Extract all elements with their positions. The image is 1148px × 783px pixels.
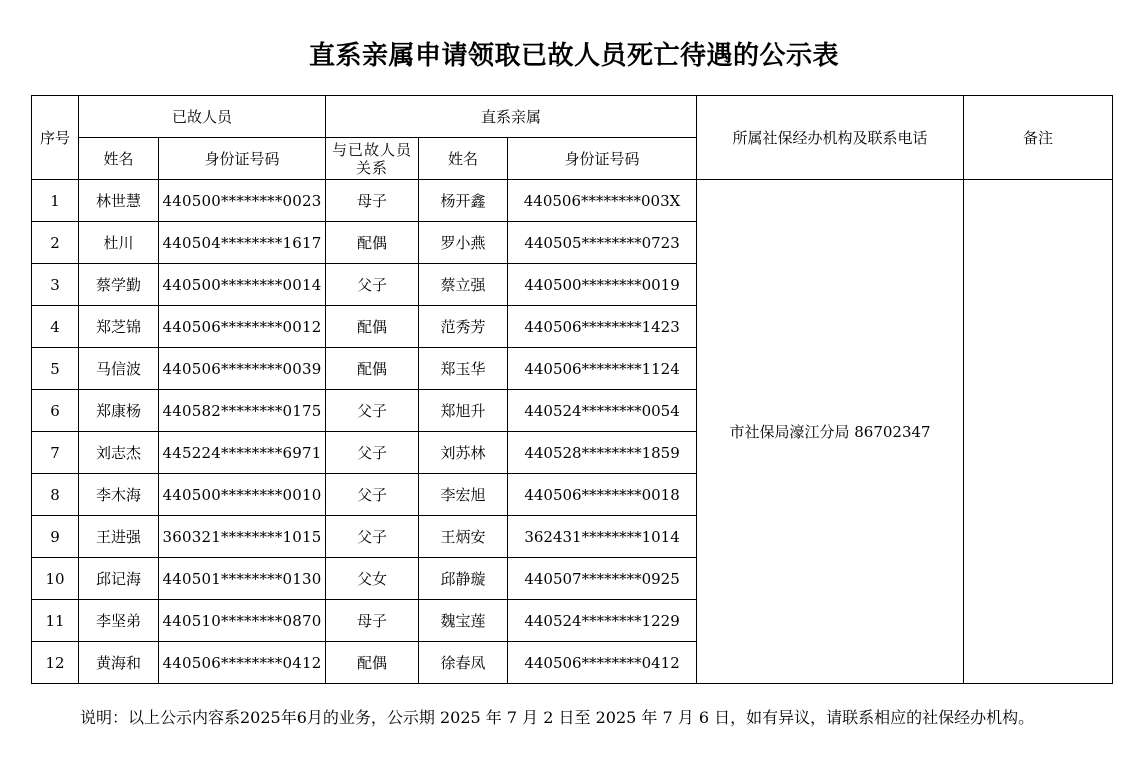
header-deceased-id: 身份证号码 <box>159 138 326 180</box>
row-deceased-id: 440504********1617 <box>159 222 326 264</box>
row-seq: 2 <box>32 222 79 264</box>
row-relative-id: 362431********1014 <box>508 516 697 558</box>
agency-cell: 市社保局濠江分局 86702347 <box>697 180 964 684</box>
row-relation: 父子 <box>326 474 419 516</box>
row-seq: 7 <box>32 432 79 474</box>
row-relation: 配偶 <box>326 642 419 684</box>
row-deceased-id: 445224********6971 <box>159 432 326 474</box>
row-deceased-name: 蔡学勤 <box>79 264 159 306</box>
row-relative-name: 徐春凤 <box>419 642 508 684</box>
row-deceased-name: 郑康杨 <box>79 390 159 432</box>
row-relative-id: 440506********0018 <box>508 474 697 516</box>
row-relation: 父子 <box>326 390 419 432</box>
row-relative-id: 440506********1124 <box>508 348 697 390</box>
row-seq: 8 <box>32 474 79 516</box>
row-deceased-id: 440500********0010 <box>159 474 326 516</box>
row-relative-id: 440506********0412 <box>508 642 697 684</box>
row-relation: 父女 <box>326 558 419 600</box>
row-deceased-id: 440500********0014 <box>159 264 326 306</box>
row-seq: 4 <box>32 306 79 348</box>
row-relative-name: 罗小燕 <box>419 222 508 264</box>
row-deceased-name: 李坚弟 <box>79 600 159 642</box>
row-seq: 10 <box>32 558 79 600</box>
row-deceased-id: 440506********0012 <box>159 306 326 348</box>
footnote: 说明：以上公示内容系2025年6月的业务，公示期 2025 年 7 月 2 日至 2025 年 7 月 6 日，如有异议，请联系相应的社保经办机构。 <box>80 708 1035 727</box>
row-relation: 父子 <box>326 516 419 558</box>
row-deceased-name: 马信波 <box>79 348 159 390</box>
row-relative-name: 李宏旭 <box>419 474 508 516</box>
header-relative-name: 姓名 <box>419 138 508 180</box>
row-seq: 9 <box>32 516 79 558</box>
row-deceased-name: 郑芝锦 <box>79 306 159 348</box>
row-deceased-id: 440510********0870 <box>159 600 326 642</box>
row-relative-name: 刘苏林 <box>419 432 508 474</box>
row-seq: 12 <box>32 642 79 684</box>
remark-cell <box>964 180 1113 684</box>
row-relation: 母子 <box>326 600 419 642</box>
row-seq: 1 <box>32 180 79 222</box>
header-deceased-name: 姓名 <box>79 138 159 180</box>
row-relative-name: 邱静璇 <box>419 558 508 600</box>
row-deceased-name: 王进强 <box>79 516 159 558</box>
header-relative-id: 身份证号码 <box>508 138 697 180</box>
row-relative-name: 王炳安 <box>419 516 508 558</box>
row-seq: 6 <box>32 390 79 432</box>
row-relative-id: 440507********0925 <box>508 558 697 600</box>
row-relation: 父子 <box>326 264 419 306</box>
row-relative-id: 440505********0723 <box>508 222 697 264</box>
row-deceased-name: 杜川 <box>79 222 159 264</box>
row-seq: 5 <box>32 348 79 390</box>
row-deceased-id: 440501********0130 <box>159 558 326 600</box>
row-deceased-id: 440500********0023 <box>159 180 326 222</box>
row-relative-name: 魏宝莲 <box>419 600 508 642</box>
row-seq: 3 <box>32 264 79 306</box>
row-relative-id: 440500********0019 <box>508 264 697 306</box>
row-relative-id: 440506********1423 <box>508 306 697 348</box>
header-row-1 <box>32 96 1113 138</box>
header-deceased-group: 已故人员 <box>79 96 326 138</box>
row-deceased-name: 邱记海 <box>79 558 159 600</box>
page-title: 直系亲属申请领取已故人员死亡待遇的公示表 <box>308 41 839 71</box>
row-deceased-id: 440506********0039 <box>159 348 326 390</box>
row-deceased-name: 刘志杰 <box>79 432 159 474</box>
header-relation: 与已故人员关系 <box>326 138 419 180</box>
table-row <box>32 180 1113 222</box>
row-relative-id: 440528********1859 <box>508 432 697 474</box>
publication-table <box>31 95 1113 684</box>
row-relative-name: 郑旭升 <box>419 390 508 432</box>
row-deceased-id: 440506********0412 <box>159 642 326 684</box>
row-relative-id: 440506********003X <box>508 180 697 222</box>
row-relation: 母子 <box>326 180 419 222</box>
row-relation: 配偶 <box>326 348 419 390</box>
row-relation: 父子 <box>326 432 419 474</box>
row-deceased-id: 440582********0175 <box>159 390 326 432</box>
row-relative-name: 蔡立强 <box>419 264 508 306</box>
row-relative-name: 范秀芳 <box>419 306 508 348</box>
row-deceased-name: 林世慧 <box>79 180 159 222</box>
row-seq: 11 <box>32 600 79 642</box>
header-agency: 所属社保经办机构及联系电话 <box>697 96 964 180</box>
header-relative-group: 直系亲属 <box>326 96 697 138</box>
row-relation: 配偶 <box>326 222 419 264</box>
row-relative-name: 杨开鑫 <box>419 180 508 222</box>
row-relation: 配偶 <box>326 306 419 348</box>
row-relative-id: 440524********0054 <box>508 390 697 432</box>
row-deceased-name: 黄海和 <box>79 642 159 684</box>
row-relative-name: 郑玉华 <box>419 348 508 390</box>
row-deceased-name: 李木海 <box>79 474 159 516</box>
row-deceased-id: 360321********1015 <box>159 516 326 558</box>
header-remark: 备注 <box>964 96 1113 180</box>
row-relative-id: 440524********1229 <box>508 600 697 642</box>
header-seq: 序号 <box>32 96 79 180</box>
